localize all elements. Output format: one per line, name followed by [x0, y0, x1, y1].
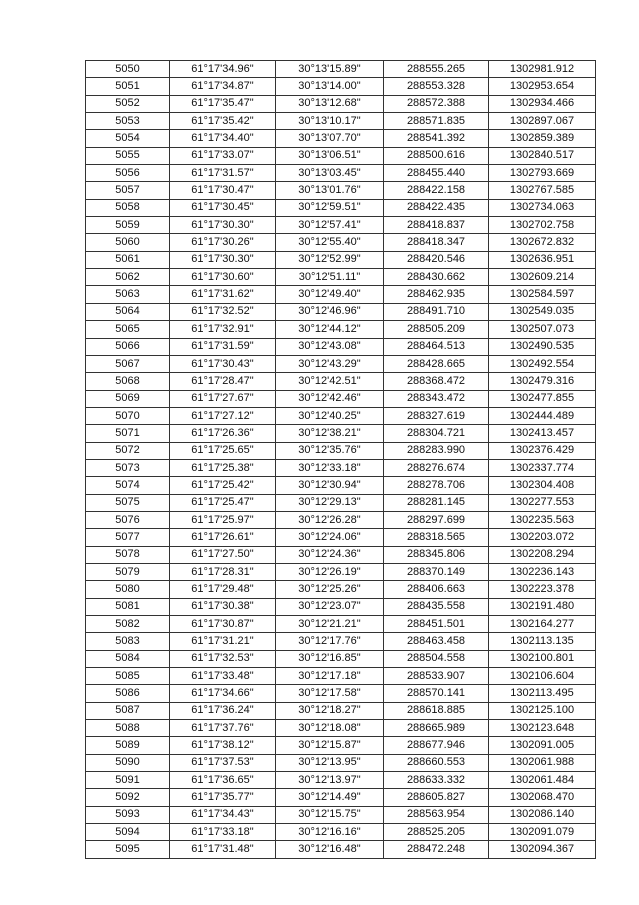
longitude-cell: 61°17'30.30" [170, 217, 276, 234]
x-coordinate-cell: 288297.699 [384, 511, 489, 528]
x-coordinate-cell: 288430.662 [384, 269, 489, 286]
point-number-cell: 5071 [86, 425, 170, 442]
point-number-cell: 5058 [86, 199, 170, 216]
longitude-cell: 61°17'25.65" [170, 442, 276, 459]
y-coordinate-cell: 1302897.067 [489, 113, 596, 130]
x-coordinate-cell: 288633.332 [384, 772, 489, 789]
x-coordinate-cell: 288276.674 [384, 459, 489, 476]
longitude-cell: 61°17'34.87" [170, 78, 276, 95]
y-coordinate-cell: 1302767.585 [489, 182, 596, 199]
longitude-cell: 61°17'34.40" [170, 130, 276, 147]
y-coordinate-cell: 1302549.035 [489, 303, 596, 320]
x-coordinate-cell: 288541.392 [384, 130, 489, 147]
table-row [86, 806, 596, 823]
latitude-cell: 30°12'42.46" [276, 390, 384, 407]
point-number-cell: 5062 [86, 269, 170, 286]
longitude-cell: 61°17'27.12" [170, 407, 276, 424]
longitude-cell: 61°17'35.77" [170, 789, 276, 806]
y-coordinate-cell: 1302734.063 [489, 199, 596, 216]
y-coordinate-cell: 1302106.604 [489, 668, 596, 685]
longitude-cell: 61°17'30.26" [170, 234, 276, 251]
table-row [86, 425, 596, 442]
longitude-cell: 61°17'37.76" [170, 720, 276, 737]
table-row [86, 754, 596, 771]
table-row [86, 355, 596, 372]
point-number-cell: 5057 [86, 182, 170, 199]
latitude-cell: 30°12'35.76" [276, 442, 384, 459]
longitude-cell: 61°17'27.50" [170, 546, 276, 563]
latitude-cell: 30°12'21.21" [276, 616, 384, 633]
coordinates-table-body [86, 61, 596, 859]
y-coordinate-cell: 1302672.832 [489, 234, 596, 251]
latitude-cell: 30°13'10.17" [276, 113, 384, 130]
y-coordinate-cell: 1302203.072 [489, 529, 596, 546]
y-coordinate-cell: 1302277.553 [489, 494, 596, 511]
point-number-cell: 5081 [86, 598, 170, 615]
y-coordinate-cell: 1302100.801 [489, 650, 596, 667]
latitude-cell: 30°12'14.49" [276, 789, 384, 806]
table-row [86, 702, 596, 719]
point-number-cell: 5066 [86, 338, 170, 355]
table-row [86, 269, 596, 286]
latitude-cell: 30°12'26.19" [276, 563, 384, 580]
longitude-cell: 61°17'35.42" [170, 113, 276, 130]
table-row [86, 113, 596, 130]
table-row [86, 217, 596, 234]
latitude-cell: 30°13'07.70" [276, 130, 384, 147]
table-row [86, 841, 596, 858]
table-row [86, 633, 596, 650]
y-coordinate-cell: 1302479.316 [489, 373, 596, 390]
point-number-cell: 5050 [86, 61, 170, 78]
latitude-cell: 30°12'13.95" [276, 754, 384, 771]
x-coordinate-cell: 288464.513 [384, 338, 489, 355]
table-row [86, 61, 596, 78]
point-number-cell: 5087 [86, 702, 170, 719]
longitude-cell: 61°17'36.65" [170, 772, 276, 789]
table-row [86, 303, 596, 320]
longitude-cell: 61°17'34.43" [170, 806, 276, 823]
point-number-cell: 5068 [86, 373, 170, 390]
x-coordinate-cell: 288463.458 [384, 633, 489, 650]
x-coordinate-cell: 288660.553 [384, 754, 489, 771]
longitude-cell: 61°17'25.38" [170, 459, 276, 476]
table-row [86, 442, 596, 459]
point-number-cell: 5084 [86, 650, 170, 667]
point-number-cell: 5072 [86, 442, 170, 459]
y-coordinate-cell: 1302304.408 [489, 477, 596, 494]
latitude-cell: 30°12'30.94" [276, 477, 384, 494]
longitude-cell: 61°17'31.57" [170, 165, 276, 182]
x-coordinate-cell: 288420.546 [384, 251, 489, 268]
table-row [86, 234, 596, 251]
longitude-cell: 61°17'36.24" [170, 702, 276, 719]
longitude-cell: 61°17'32.91" [170, 321, 276, 338]
y-coordinate-cell: 1302609.214 [489, 269, 596, 286]
longitude-cell: 61°17'37.53" [170, 754, 276, 771]
latitude-cell: 30°12'18.27" [276, 702, 384, 719]
point-number-cell: 5086 [86, 685, 170, 702]
latitude-cell: 30°12'15.75" [276, 806, 384, 823]
y-coordinate-cell: 1302113.495 [489, 685, 596, 702]
longitude-cell: 61°17'32.52" [170, 303, 276, 320]
longitude-cell: 61°17'31.59" [170, 338, 276, 355]
y-coordinate-cell: 1302934.466 [489, 95, 596, 112]
x-coordinate-cell: 288505.209 [384, 321, 489, 338]
point-number-cell: 5054 [86, 130, 170, 147]
table-row [86, 459, 596, 476]
latitude-cell: 30°12'49.40" [276, 286, 384, 303]
longitude-cell: 61°17'27.67" [170, 390, 276, 407]
longitude-cell: 61°17'25.42" [170, 477, 276, 494]
y-coordinate-cell: 1302413.457 [489, 425, 596, 442]
table-row [86, 147, 596, 164]
table-row [86, 477, 596, 494]
table-row [86, 529, 596, 546]
table-row [86, 546, 596, 563]
longitude-cell: 61°17'30.30" [170, 251, 276, 268]
y-coordinate-cell: 1302123.648 [489, 720, 596, 737]
y-coordinate-cell: 1302337.774 [489, 459, 596, 476]
latitude-cell: 30°12'24.06" [276, 529, 384, 546]
x-coordinate-cell: 288451.501 [384, 616, 489, 633]
x-coordinate-cell: 288418.347 [384, 234, 489, 251]
x-coordinate-cell: 288605.827 [384, 789, 489, 806]
x-coordinate-cell: 288533.907 [384, 668, 489, 685]
x-coordinate-cell: 288472.248 [384, 841, 489, 858]
table-row [86, 616, 596, 633]
x-coordinate-cell: 288418.837 [384, 217, 489, 234]
table-row [86, 772, 596, 789]
longitude-cell: 61°17'35.47" [170, 95, 276, 112]
point-number-cell: 5092 [86, 789, 170, 806]
x-coordinate-cell: 288462.935 [384, 286, 489, 303]
table-row [86, 789, 596, 806]
table-row [86, 668, 596, 685]
y-coordinate-cell: 1302477.855 [489, 390, 596, 407]
longitude-cell: 61°17'25.97" [170, 511, 276, 528]
y-coordinate-cell: 1302444.489 [489, 407, 596, 424]
point-number-cell: 5073 [86, 459, 170, 476]
y-coordinate-cell: 1302091.005 [489, 737, 596, 754]
coordinates-table [85, 60, 596, 859]
longitude-cell: 61°17'31.48" [170, 841, 276, 858]
point-number-cell: 5093 [86, 806, 170, 823]
latitude-cell: 30°12'51.11" [276, 269, 384, 286]
point-number-cell: 5082 [86, 616, 170, 633]
latitude-cell: 30°12'16.85" [276, 650, 384, 667]
x-coordinate-cell: 288491.710 [384, 303, 489, 320]
y-coordinate-cell: 1302091.079 [489, 824, 596, 841]
table-row [86, 824, 596, 841]
table-row [86, 563, 596, 580]
latitude-cell: 30°12'40.25" [276, 407, 384, 424]
latitude-cell: 30°12'52.99" [276, 251, 384, 268]
point-number-cell: 5094 [86, 824, 170, 841]
latitude-cell: 30°12'17.58" [276, 685, 384, 702]
longitude-cell: 61°17'33.07" [170, 147, 276, 164]
longitude-cell: 61°17'32.53" [170, 650, 276, 667]
y-coordinate-cell: 1302235.563 [489, 511, 596, 528]
y-coordinate-cell: 1302068.470 [489, 789, 596, 806]
point-number-cell: 5069 [86, 390, 170, 407]
point-number-cell: 5056 [86, 165, 170, 182]
point-number-cell: 5051 [86, 78, 170, 95]
y-coordinate-cell: 1302702.758 [489, 217, 596, 234]
point-number-cell: 5080 [86, 581, 170, 598]
longitude-cell: 61°17'31.62" [170, 286, 276, 303]
longitude-cell: 61°17'30.45" [170, 199, 276, 216]
latitude-cell: 30°12'29.13" [276, 494, 384, 511]
latitude-cell: 30°12'15.87" [276, 737, 384, 754]
y-coordinate-cell: 1302164.277 [489, 616, 596, 633]
point-number-cell: 5089 [86, 737, 170, 754]
point-number-cell: 5085 [86, 668, 170, 685]
latitude-cell: 30°12'17.76" [276, 633, 384, 650]
x-coordinate-cell: 288435.558 [384, 598, 489, 615]
latitude-cell: 30°12'42.51" [276, 373, 384, 390]
point-number-cell: 5083 [86, 633, 170, 650]
x-coordinate-cell: 288370.149 [384, 563, 489, 580]
point-number-cell: 5053 [86, 113, 170, 130]
x-coordinate-cell: 288553.328 [384, 78, 489, 95]
longitude-cell: 61°17'26.36" [170, 425, 276, 442]
x-coordinate-cell: 288304.721 [384, 425, 489, 442]
y-coordinate-cell: 1302191.480 [489, 598, 596, 615]
point-number-cell: 5078 [86, 546, 170, 563]
x-coordinate-cell: 288368.472 [384, 373, 489, 390]
latitude-cell: 30°12'43.29" [276, 355, 384, 372]
y-coordinate-cell: 1302061.484 [489, 772, 596, 789]
longitude-cell: 61°17'26.61" [170, 529, 276, 546]
y-coordinate-cell: 1302376.429 [489, 442, 596, 459]
x-coordinate-cell: 288345.806 [384, 546, 489, 563]
point-number-cell: 5070 [86, 407, 170, 424]
y-coordinate-cell: 1302636.951 [489, 251, 596, 268]
x-coordinate-cell: 288283.990 [384, 442, 489, 459]
latitude-cell: 30°12'18.08" [276, 720, 384, 737]
x-coordinate-cell: 288318.565 [384, 529, 489, 546]
y-coordinate-cell: 1302223.378 [489, 581, 596, 598]
longitude-cell: 61°17'28.47" [170, 373, 276, 390]
point-number-cell: 5059 [86, 217, 170, 234]
longitude-cell: 61°17'25.47" [170, 494, 276, 511]
longitude-cell: 61°17'30.47" [170, 182, 276, 199]
x-coordinate-cell: 288504.558 [384, 650, 489, 667]
point-number-cell: 5088 [86, 720, 170, 737]
x-coordinate-cell: 288428.665 [384, 355, 489, 372]
latitude-cell: 30°12'33.18" [276, 459, 384, 476]
x-coordinate-cell: 288571.835 [384, 113, 489, 130]
table-row [86, 581, 596, 598]
x-coordinate-cell: 288570.141 [384, 685, 489, 702]
longitude-cell: 61°17'29.48" [170, 581, 276, 598]
table-row [86, 130, 596, 147]
y-coordinate-cell: 1302953.654 [489, 78, 596, 95]
y-coordinate-cell: 1302490.535 [489, 338, 596, 355]
latitude-cell: 30°12'16.16" [276, 824, 384, 841]
table-row [86, 720, 596, 737]
y-coordinate-cell: 1302584.597 [489, 286, 596, 303]
latitude-cell: 30°12'23.07" [276, 598, 384, 615]
latitude-cell: 30°13'01.76" [276, 182, 384, 199]
latitude-cell: 30°12'24.36" [276, 546, 384, 563]
point-number-cell: 5077 [86, 529, 170, 546]
point-number-cell: 5061 [86, 251, 170, 268]
x-coordinate-cell: 288278.706 [384, 477, 489, 494]
x-coordinate-cell: 288563.954 [384, 806, 489, 823]
longitude-cell: 61°17'34.66" [170, 685, 276, 702]
table-row [86, 95, 596, 112]
longitude-cell: 61°17'30.60" [170, 269, 276, 286]
y-coordinate-cell: 1302507.073 [489, 321, 596, 338]
table-row [86, 165, 596, 182]
longitude-cell: 61°17'33.48" [170, 668, 276, 685]
x-coordinate-cell: 288281.145 [384, 494, 489, 511]
latitude-cell: 30°12'26.28" [276, 511, 384, 528]
y-coordinate-cell: 1302086.140 [489, 806, 596, 823]
table-row [86, 650, 596, 667]
x-coordinate-cell: 288422.435 [384, 199, 489, 216]
point-number-cell: 5095 [86, 841, 170, 858]
longitude-cell: 61°17'30.43" [170, 355, 276, 372]
point-number-cell: 5055 [86, 147, 170, 164]
latitude-cell: 30°13'06.51" [276, 147, 384, 164]
y-coordinate-cell: 1302981.912 [489, 61, 596, 78]
latitude-cell: 30°12'59.51" [276, 199, 384, 216]
longitude-cell: 61°17'38.12" [170, 737, 276, 754]
y-coordinate-cell: 1302113.135 [489, 633, 596, 650]
x-coordinate-cell: 288677.946 [384, 737, 489, 754]
y-coordinate-cell: 1302094.367 [489, 841, 596, 858]
latitude-cell: 30°12'25.26" [276, 581, 384, 598]
x-coordinate-cell: 288422.158 [384, 182, 489, 199]
longitude-cell: 61°17'30.87" [170, 616, 276, 633]
table-row [86, 685, 596, 702]
table-row [86, 407, 596, 424]
point-number-cell: 5060 [86, 234, 170, 251]
x-coordinate-cell: 288525.205 [384, 824, 489, 841]
table-row [86, 511, 596, 528]
latitude-cell: 30°12'17.18" [276, 668, 384, 685]
latitude-cell: 30°13'03.45" [276, 165, 384, 182]
longitude-cell: 61°17'31.21" [170, 633, 276, 650]
latitude-cell: 30°13'12.68" [276, 95, 384, 112]
latitude-cell: 30°12'44.12" [276, 321, 384, 338]
longitude-cell: 61°17'33.18" [170, 824, 276, 841]
latitude-cell: 30°13'15.89" [276, 61, 384, 78]
table-row [86, 494, 596, 511]
x-coordinate-cell: 288343.472 [384, 390, 489, 407]
point-number-cell: 5079 [86, 563, 170, 580]
point-number-cell: 5074 [86, 477, 170, 494]
table-row [86, 321, 596, 338]
y-coordinate-cell: 1302125.100 [489, 702, 596, 719]
table-row [86, 737, 596, 754]
point-number-cell: 5065 [86, 321, 170, 338]
point-number-cell: 5076 [86, 511, 170, 528]
longitude-cell: 61°17'34.96" [170, 61, 276, 78]
table-row [86, 373, 596, 390]
point-number-cell: 5090 [86, 754, 170, 771]
latitude-cell: 30°12'57.41" [276, 217, 384, 234]
latitude-cell: 30°12'16.48" [276, 841, 384, 858]
table-row [86, 338, 596, 355]
latitude-cell: 30°12'43.08" [276, 338, 384, 355]
point-number-cell: 5063 [86, 286, 170, 303]
y-coordinate-cell: 1302793.669 [489, 165, 596, 182]
y-coordinate-cell: 1302236.143 [489, 563, 596, 580]
longitude-cell: 61°17'30.38" [170, 598, 276, 615]
x-coordinate-cell: 288500.616 [384, 147, 489, 164]
table-row [86, 286, 596, 303]
table-row [86, 182, 596, 199]
x-coordinate-cell: 288555.265 [384, 61, 489, 78]
x-coordinate-cell: 288406.663 [384, 581, 489, 598]
x-coordinate-cell: 288327.619 [384, 407, 489, 424]
latitude-cell: 30°13'14.00" [276, 78, 384, 95]
point-number-cell: 5064 [86, 303, 170, 320]
table-row [86, 78, 596, 95]
point-number-cell: 5075 [86, 494, 170, 511]
y-coordinate-cell: 1302061.988 [489, 754, 596, 771]
y-coordinate-cell: 1302492.554 [489, 355, 596, 372]
x-coordinate-cell: 288572.388 [384, 95, 489, 112]
x-coordinate-cell: 288455.440 [384, 165, 489, 182]
x-coordinate-cell: 288618.885 [384, 702, 489, 719]
table-row [86, 598, 596, 615]
point-number-cell: 5052 [86, 95, 170, 112]
latitude-cell: 30°12'55.40" [276, 234, 384, 251]
latitude-cell: 30°12'13.97" [276, 772, 384, 789]
x-coordinate-cell: 288665.989 [384, 720, 489, 737]
table-row [86, 390, 596, 407]
table-row [86, 199, 596, 216]
y-coordinate-cell: 1302840.517 [489, 147, 596, 164]
latitude-cell: 30°12'46.96" [276, 303, 384, 320]
latitude-cell: 30°12'38.21" [276, 425, 384, 442]
longitude-cell: 61°17'28.31" [170, 563, 276, 580]
point-number-cell: 5091 [86, 772, 170, 789]
point-number-cell: 5067 [86, 355, 170, 372]
table-row [86, 251, 596, 268]
y-coordinate-cell: 1302859.389 [489, 130, 596, 147]
y-coordinate-cell: 1302208.294 [489, 546, 596, 563]
